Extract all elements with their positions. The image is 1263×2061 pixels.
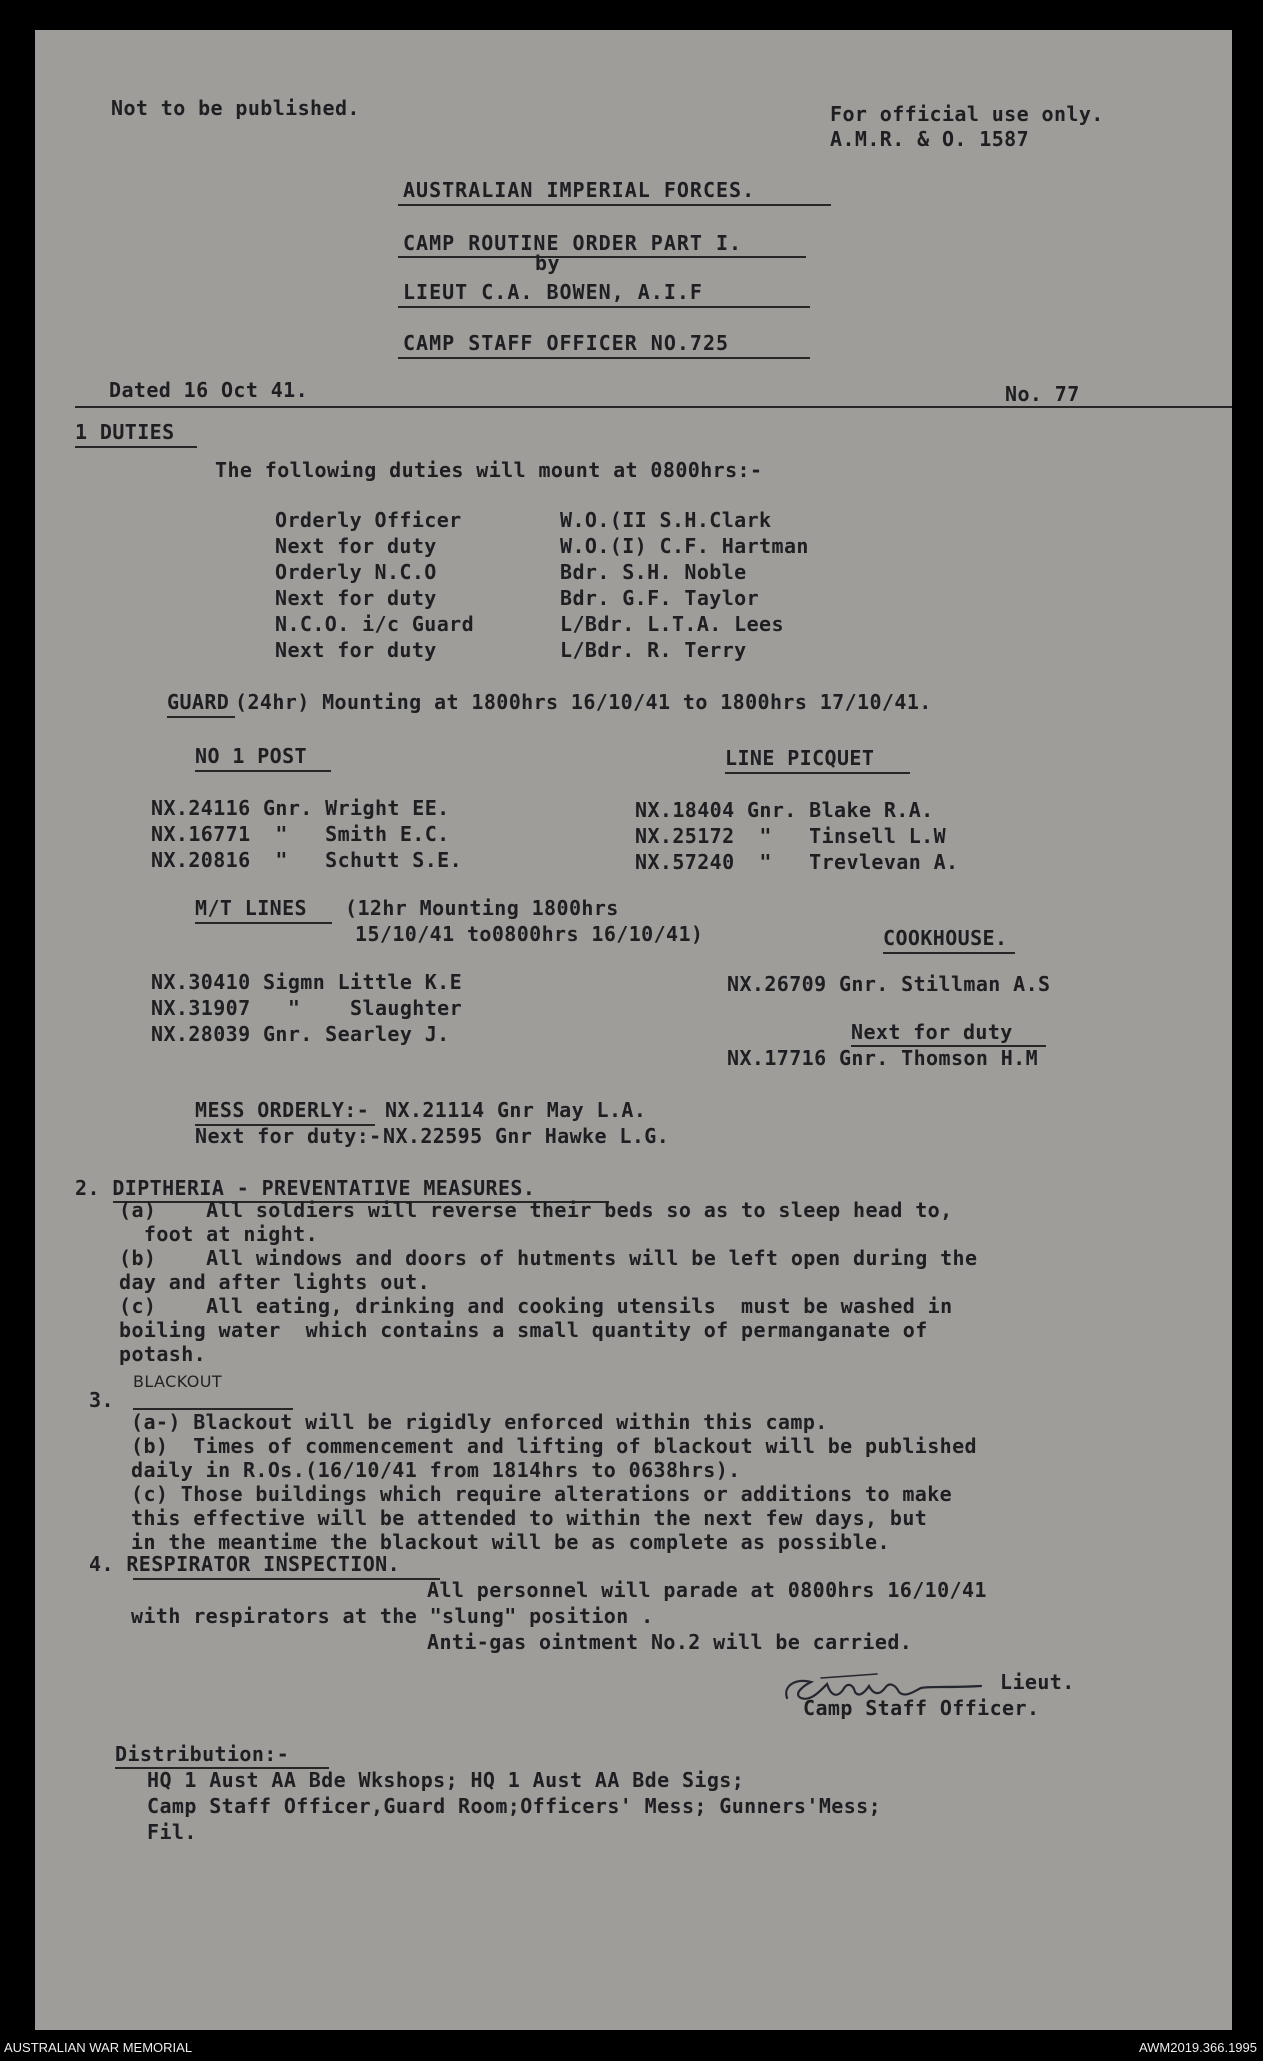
diptheria-heading: 2. DIPTHERIA - PREVENTATIVE MEASURES.: [75, 1176, 536, 1200]
diptheria-line: foot at night.: [119, 1222, 319, 1246]
blackout-line: in the meantime the blackout will be as complete as possible.: [131, 1530, 890, 1554]
mess-next-label: Next for duty:-: [195, 1124, 382, 1148]
post1-row: NX.24116 Gnr. Wright EE.: [151, 796, 450, 820]
header-rule: [75, 406, 1232, 408]
official-use-note: For official use only.: [830, 102, 1104, 126]
duty-name: Bdr. G.F. Taylor: [560, 586, 760, 610]
camp-staff-officer-underline: [398, 357, 810, 359]
mt-lines-text: 15/10/41 to0800hrs 16/10/41): [355, 922, 704, 946]
cook-next-heading: Next for duty: [851, 1020, 1013, 1044]
diptheria-line: (b) All windows and doors of hutments will be left open during the: [119, 1246, 978, 1270]
blackout-line: (b) Times of commencement and lifting of blackout will be published: [131, 1434, 977, 1458]
order-date: Dated 16 Oct 41.: [109, 378, 309, 402]
duty-name: L/Bdr. R. Terry: [560, 638, 747, 662]
order-title-underline: [398, 256, 806, 258]
mt-lines-text: (12hr Mounting 1800hrs: [345, 896, 619, 920]
diptheria-line: potash.: [119, 1342, 207, 1366]
order-title: CAMP ROUTINE ORDER PART I.: [403, 231, 743, 255]
duty-role: Next for duty: [275, 534, 437, 558]
guard-label-underline: [167, 716, 235, 718]
by-line: by: [535, 251, 560, 275]
mess-next-value: NX.22595 Gnr Hawke L.G.: [383, 1124, 670, 1148]
cookhouse-heading-underline: [883, 952, 1015, 954]
post1-heading: NO 1 POST: [195, 744, 307, 768]
not-published-note: Not to be published.: [111, 96, 360, 120]
signature-title: Camp Staff Officer.: [803, 1696, 1040, 1720]
respirator-line: with respirators at the "slung" position .: [131, 1604, 654, 1628]
duty-name: W.O.(II S.H.Clark: [560, 508, 772, 532]
picquet-row: NX.18404 Gnr. Blake R.A.: [635, 798, 934, 822]
cookhouse-heading: COOKHOUSE.: [883, 926, 1008, 950]
mess-orderly-value: NX.21114 Gnr May L.A.: [385, 1098, 647, 1122]
blackout-line: daily in R.Os.(16/10/41 from 1814hrs to 0638hrs).: [131, 1458, 741, 1482]
duty-role: Orderly N.C.O: [275, 560, 437, 584]
duties-heading-underline: [75, 446, 197, 448]
issuing-officer-underline: [398, 306, 810, 308]
document-page: [35, 30, 1232, 2030]
force-title-underline: [398, 204, 831, 206]
duty-name: W.O.(I) C.F. Hartman: [560, 534, 809, 558]
duty-name: L/Bdr. L.T.A. Lees: [560, 612, 784, 636]
diptheria-line: day and after lights out.: [119, 1270, 431, 1294]
duty-role: N.C.O. i/c Guard: [275, 612, 475, 636]
duties-intro: The following duties will mount at 0800hrs:-: [215, 458, 763, 482]
camp-staff-officer: CAMP STAFF OFFICER NO.725: [403, 331, 730, 355]
blackout-line: (c) Those buildings which require alterations or additions to make: [131, 1482, 953, 1506]
duty-name: Bdr. S.H. Noble: [560, 560, 747, 584]
diptheria-line: boiling water which contains a small quantity of permanganate of: [119, 1318, 928, 1342]
distribution-line: HQ 1 Aust AA Bde Wkshops; HQ 1 Aust AA Bde Sigs;: [147, 1768, 745, 1792]
respirator-line: All personnel will parade at 0800hrs 16/10/41: [427, 1578, 987, 1602]
archive-reference: AWM2019.366.1995: [1138, 2040, 1257, 2055]
blackout-line: this effective will be attended to within the next few days, but: [131, 1506, 928, 1530]
mt-row: NX.31907 " Slaughter: [151, 996, 463, 1020]
respirator-heading: 4. RESPIRATOR INSPECTION.: [89, 1552, 401, 1576]
mess-orderly-label: MESS ORDERLY:-: [195, 1098, 370, 1122]
distribution-line: Camp Staff Officer,Guard Room;Officers' Mess; Gunners'Mess;: [147, 1794, 882, 1818]
mt-row: NX.28039 Gnr. Searley J.: [151, 1022, 450, 1046]
archive-credit: AUSTRALIAN WAR MEMORIAL: [4, 2040, 193, 2055]
duty-role: Next for duty: [275, 586, 437, 610]
signature-rank: Lieut.: [1000, 1670, 1075, 1694]
mt-lines-label: M/T LINES: [195, 896, 307, 920]
issuing-officer: LIEUT C.A. BOWEN, A.I.F: [403, 280, 703, 304]
blackout-number: 3.: [89, 1388, 114, 1412]
amr-reference: A.M.R. & O. 1587: [830, 127, 1030, 151]
cook-next-row: NX.17716 Gnr. Thomson H.M: [727, 1046, 1039, 1070]
blackout-line: (a-) Blackout will be rigidly enforced within this camp.: [131, 1410, 828, 1434]
post1-row: NX.16771 " Smith E.C.: [151, 822, 450, 846]
guard-label: GUARD: [167, 690, 230, 714]
respirator-heading-underline: [133, 1578, 440, 1580]
picquet-row: NX.25172 " Tinsell L.W: [635, 824, 947, 848]
distribution-heading: Distribution:-: [115, 1742, 290, 1766]
order-number: No. 77: [1005, 382, 1080, 406]
force-title: AUSTRALIAN IMPERIAL FORCES.: [403, 178, 756, 202]
duties-heading: 1 DUTIES: [75, 420, 175, 444]
duty-role: Orderly Officer: [275, 508, 462, 532]
diptheria-line: (a) All soldiers will reverse their beds so as to sleep head to,: [119, 1198, 953, 1222]
post1-heading-underline: [195, 770, 331, 772]
blackout-heading: BLACKOUT: [133, 1372, 222, 1391]
guard-text: (24hr) Mounting at 1800hrs 16/10/41 to 1800hrs 17/10/41.: [235, 690, 932, 714]
picquet-heading: LINE PICQUET: [725, 746, 875, 770]
respirator-line: Anti-gas ointment No.2 will be carried.: [427, 1630, 913, 1654]
mt-row: NX.30410 Sigmn Little K.E: [151, 970, 463, 994]
picquet-row: NX.57240 " Trevlevan A.: [635, 850, 959, 874]
duty-role: Next for duty: [275, 638, 437, 662]
post1-row: NX.20816 " Schutt S.E.: [151, 848, 463, 872]
picquet-heading-underline: [725, 772, 910, 774]
cookhouse-row: NX.26709 Gnr. Stillman A.S: [727, 972, 1051, 996]
distribution-line: Fil.: [147, 1820, 197, 1844]
mt-lines-underline: [195, 922, 332, 924]
diptheria-line: (c) All eating, drinking and cooking utensils must be washed in: [119, 1294, 953, 1318]
